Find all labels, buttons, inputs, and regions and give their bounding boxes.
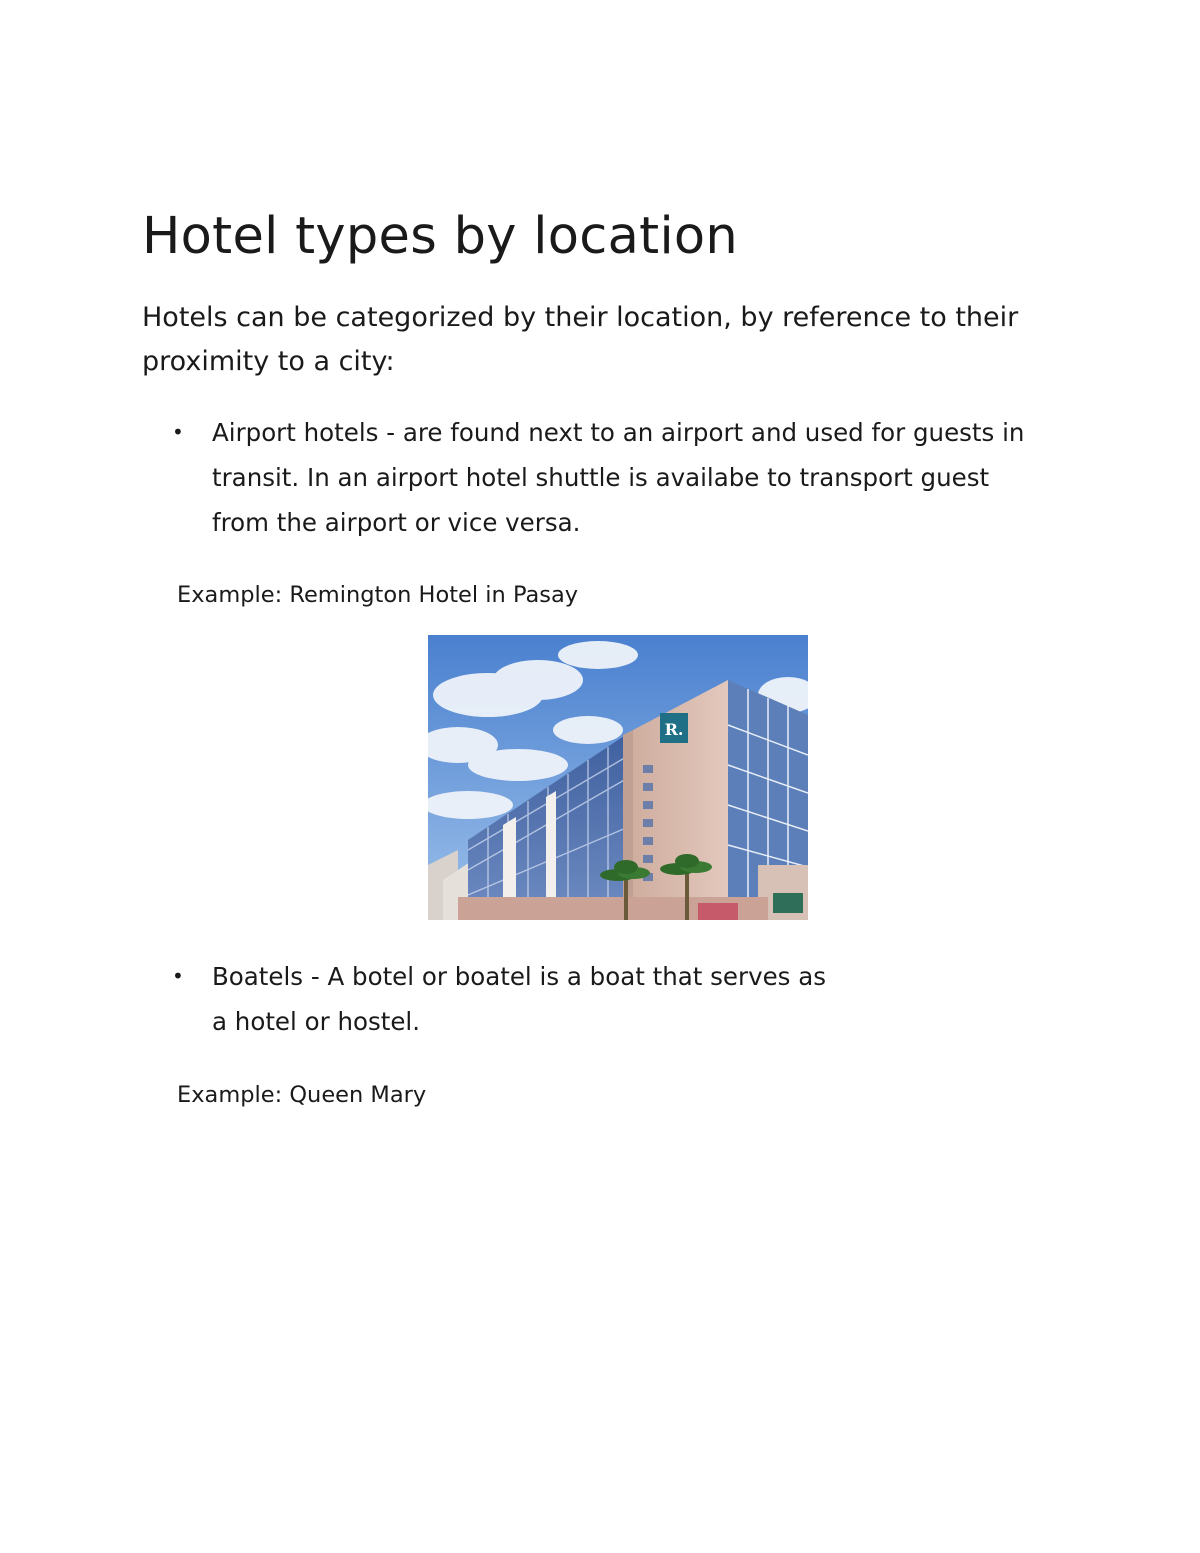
hotel-photo [428, 635, 808, 920]
text-line: a hotel or hostel. [212, 1007, 420, 1036]
example-queen-mary: Example: Queen Mary [177, 1082, 427, 1108]
list-item-text [212, 410, 1072, 545]
text-line: from the airport or vice versa. [212, 508, 581, 537]
intro-paragraph: Hotels can be categorized by their location, by reference to their proximity to a city: [142, 302, 1019, 377]
bullet-icon: • [172, 420, 184, 444]
text-line: Boatels - A botel or boatel is a boat that serves as [212, 962, 826, 991]
list-item-airport-hotels [172, 410, 1072, 550]
hotel-building-image [428, 635, 808, 920]
list-item-text [212, 954, 1072, 1044]
text-line: Airport hotels - are found next to an airport and used for guests in [212, 418, 1025, 447]
bullet-icon: • [172, 964, 184, 988]
list-item-boatels [172, 954, 1072, 1049]
hotel-sign-text: R. [664, 720, 684, 739]
page-title: Hotel types by location [142, 207, 739, 266]
text-line: transit. In an airport hotel shuttle is availabe to transport guest [212, 463, 990, 492]
example-remington: Example: Remington Hotel in Pasay [177, 582, 579, 608]
